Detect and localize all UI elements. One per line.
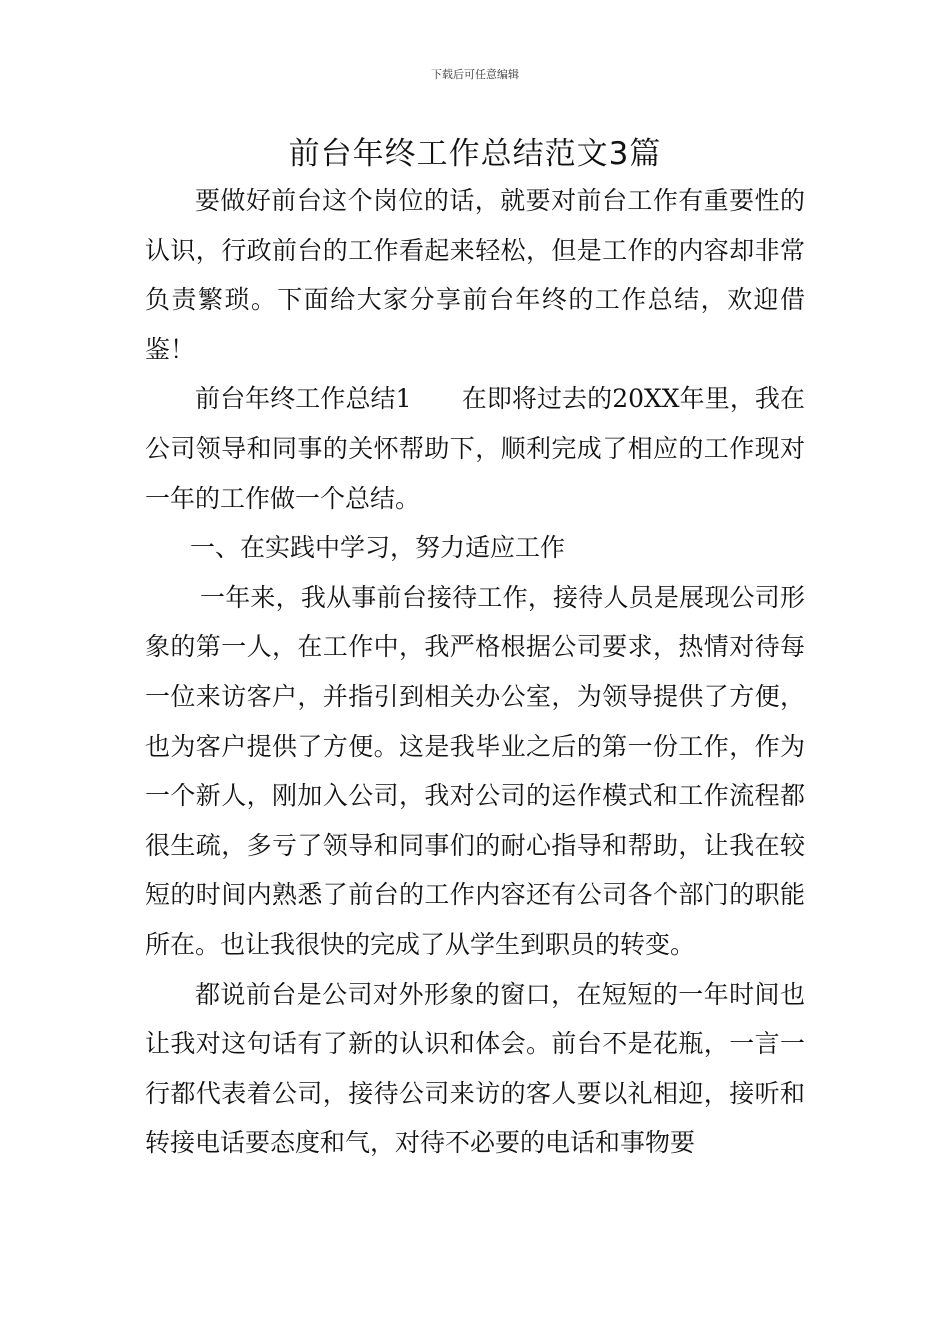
- paragraph-intro: 要做好前台这个岗位的话，就要对前台工作有重要性的认识，行政前台的工作看起来轻松，但是工作的内容却非常负责繁琐。下面给大家分享前台年终的工作总结，欢迎借鉴！: [145, 186, 805, 364]
- paragraph-front-desk-window: 都说前台是公司对外形象的窗口，在短短的一年时间也让我对这句话有了新的认识和体会。前台不是花瓶，一言一行都代表着公司，接待公司来访的客人要以礼相迎，接听和转接电话要态度和气，对待不必要的电话和事物要: [145, 979, 805, 1158]
- header-note: 下载后可任意编辑: [431, 68, 519, 81]
- section-heading-1: 一、在实践中学习，努力适应工作: [190, 533, 566, 563]
- document-title: 前台年终工作总结范文3篇: [288, 136, 662, 172]
- paragraph-reception-work: 一年来，我从事前台接待工作，接待人员是展现公司形象的第一人，在工作中，我严格根据公司要求，热情对待每一位来访客户，并指引到相关办公室，为领导提供了方便，也为客户提供了方便。这是我毕业之后的第一份工作，作为一个新人，刚加入公司，我对公司的运作模式和工作流程都很生疏，多亏了领导和同事们的耐心指导和帮助，让我在较短的时间内熟悉了前台的工作内容还有公司各个部门的职能所在。也让我很快的完成了从学生到职员的转变。: [145, 582, 805, 959]
- paragraph-summary-1: 前台年终工作总结1 在即将过去的20XX年里，我在公司领导和同事的关怀帮助下，顺利完成了相应的工作现对一年的工作做一个总结。: [145, 384, 805, 513]
- document-body: [145, 176, 805, 1168]
